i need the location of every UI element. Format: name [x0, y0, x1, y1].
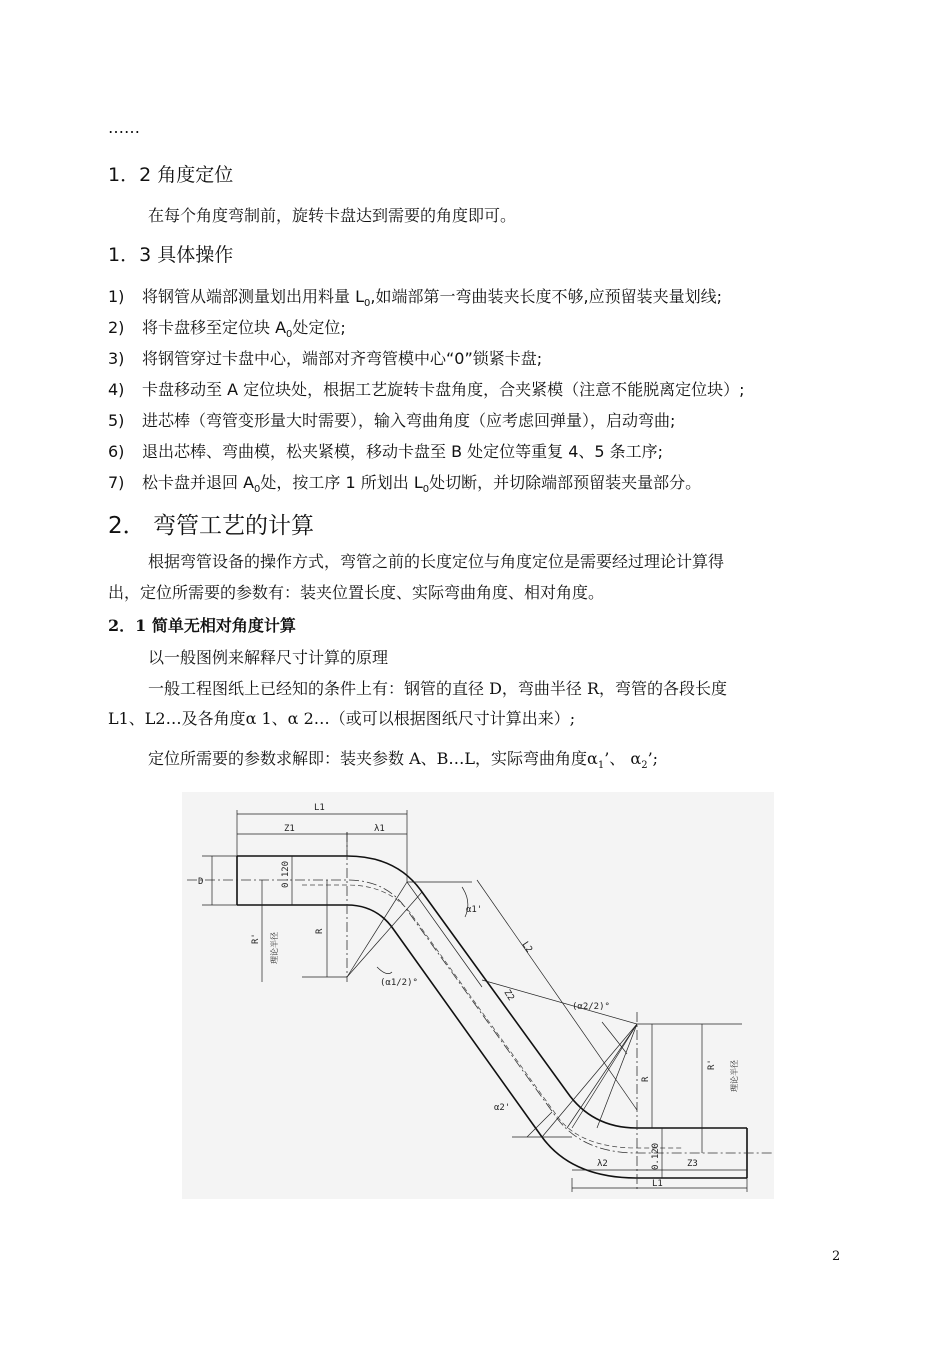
paragraph: 一般工程图纸上已经知的条件上有：钢管的直径 D，弯曲半径 R，弯管的各段长度: [148, 679, 728, 698]
label-Rprime-left: R': [251, 933, 261, 944]
label-theory-radius-right: 理论半径: [730, 1060, 739, 1092]
subscript: 0: [422, 484, 430, 496]
label-half-alpha1: (α1/2)°: [380, 978, 418, 988]
half-alpha1-leader: [377, 967, 392, 974]
construction-line: [567, 1024, 637, 1128]
subscript: 2: [641, 760, 648, 772]
pipe-center-line: [187, 880, 772, 1153]
section-title: 弯管工艺的计算: [152, 513, 314, 539]
subscript: 0: [364, 298, 371, 310]
ellipsis: ……: [108, 118, 140, 137]
section-1-3-heading: [108, 240, 233, 267]
pipe-wall-bottom: [237, 905, 747, 1178]
drawing-svg: [182, 792, 774, 1199]
paragraph: [148, 746, 658, 771]
page-number: 2: [832, 1249, 841, 1264]
list-text: 将钢管从端部测量划出用料量 L: [142, 287, 365, 306]
list-text: 卡盘移动至 A 定位块处，根据工艺旋转卡盘角度，合夹紧模（注意不能脱离定位块）;: [142, 380, 745, 399]
section-2-1-heading: [108, 613, 296, 636]
list-text: 处定位;: [292, 318, 346, 337]
list-text: 将卡盘移至定位块 A: [142, 318, 287, 337]
label-theory-radius-left: 理论半径: [270, 932, 279, 964]
label-R-left: R: [315, 928, 325, 934]
section-number: 2．1: [108, 616, 147, 635]
list-text: 处切断，并切除端部预留装夹量部分。: [429, 473, 702, 492]
list-item: [108, 408, 675, 431]
paragraph: 出，定位所需要的参数有：装夹位置长度、实际弯曲角度、相对角度。: [108, 583, 605, 602]
list-item: [108, 470, 701, 495]
label-Rprime-right: R': [707, 1059, 717, 1070]
list-number: 2): [108, 318, 125, 337]
construction-line: [347, 892, 422, 977]
label-Z3: Z3: [687, 1159, 698, 1169]
text: ’、 α: [604, 749, 642, 768]
subscript: 1: [597, 760, 605, 772]
list-text: 将钢管穿过卡盘中心，端部对齐弯管模中心“0”锁紧卡盘;: [142, 349, 543, 368]
list-text: 处，按工序 1 所划出 L: [260, 473, 423, 492]
list-item: [108, 377, 745, 400]
half-alpha2-leader: [602, 1022, 627, 1054]
label-lambda1: λ1: [374, 824, 385, 834]
pipe-bend-drawing: [182, 792, 774, 1199]
label-D: D: [198, 877, 204, 887]
label-lambda2: λ2: [597, 1159, 608, 1169]
list-text: 松卡盘并退回 A: [142, 473, 255, 492]
label-half-alpha2: (α2/2)°: [572, 1002, 610, 1012]
list-item: [108, 346, 542, 369]
paragraph: 根据弯管设备的操作方式，弯管之前的长度定位与角度定位是需要经过理论计算得: [148, 552, 725, 571]
paragraph: 以一般图例来解释尺寸计算的原理: [148, 648, 389, 667]
paragraph: L1、L2…及各角度α 1、α 2…（或可以根据图纸尺寸计算出来）;: [108, 709, 576, 728]
list-number: 1): [108, 287, 125, 306]
label-L2: L2: [519, 940, 534, 955]
dim-L2: [477, 880, 637, 1110]
subscript: 0: [254, 484, 261, 496]
construction-line: [542, 1024, 637, 1137]
section-number: 1．2: [108, 164, 152, 186]
construction-line: [482, 980, 637, 1024]
label-0120-top: 0.120: [281, 860, 291, 888]
pipe-wall-top: [237, 856, 747, 1128]
label-alpha2p: α2': [494, 1103, 511, 1113]
label-Z2: Z2: [501, 988, 516, 1003]
section-number: 2．: [108, 513, 146, 539]
construction-line: [347, 882, 407, 977]
text: ’;: [647, 749, 659, 768]
section-title: 具体操作: [157, 244, 234, 266]
label-Z1: Z1: [284, 824, 295, 834]
section-title: 简单无相对角度计算: [151, 616, 296, 635]
label-alpha1p: α1': [466, 905, 483, 915]
section-title: 角度定位: [157, 164, 234, 186]
label-0120-bottom: 0.120: [651, 1142, 661, 1170]
list-text: 进芯棒（弯管变形量大时需要），输入弯曲角度（应考虑回弹量），启动弯曲;: [142, 411, 676, 430]
theory-radius-path: [302, 885, 682, 1148]
construction-line: [407, 882, 482, 987]
list-text: ,如端部第一弯曲装夹长度不够,应预留装夹量划线;: [370, 287, 722, 306]
section-2-heading: [108, 507, 314, 540]
subscript: 0: [286, 329, 293, 341]
section-number: 1．3: [108, 244, 152, 266]
list-number: 6): [108, 442, 125, 461]
list-item: [108, 284, 722, 309]
section-1-2-heading: [108, 160, 233, 187]
list-number: 4): [108, 380, 125, 399]
construction-line: [597, 1024, 637, 1128]
list-item: [108, 439, 663, 462]
label-L1-top: L1: [314, 803, 325, 813]
label-L1-bottom: L1: [652, 1179, 663, 1189]
list-number: 5): [108, 411, 125, 430]
list-number: 3): [108, 349, 125, 368]
list-item: [108, 315, 346, 340]
label-R-right: R: [641, 1076, 651, 1082]
list-number: 7): [108, 473, 125, 492]
construction-line: [572, 1024, 637, 1128]
text: 定位所需要的参数求解即：装夹参数 A、B…L，实际弯曲角度α: [148, 749, 598, 768]
list-text: 退出芯棒、弯曲模，松夹紧模，移动卡盘至 B 处定位等重复 4、5 条工序;: [142, 442, 664, 461]
paragraph: 在每个角度弯制前，旋转卡盘达到需要的角度即可。: [148, 206, 517, 225]
